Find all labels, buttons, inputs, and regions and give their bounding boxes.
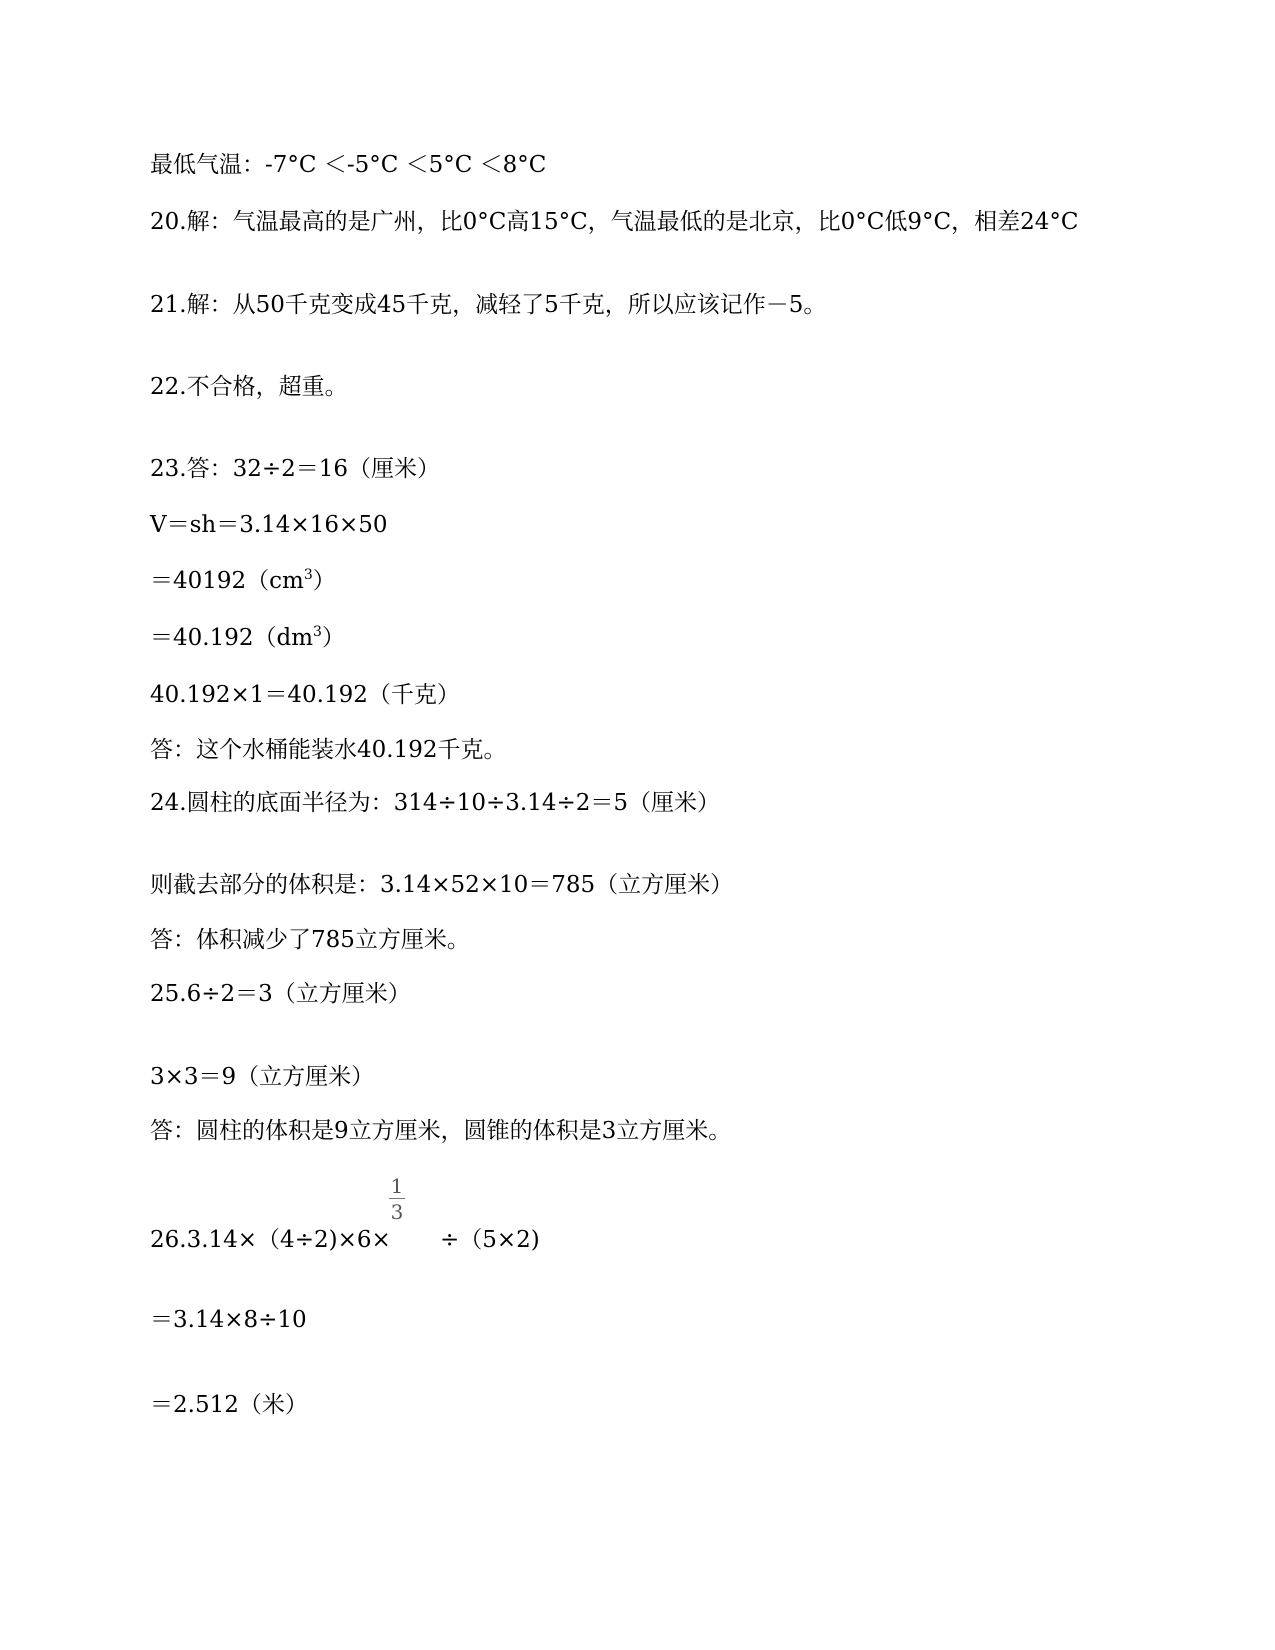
answer-23-mass: 40.192×1＝40.192（千克） — [150, 682, 460, 708]
answer-22: 22.不合格，超重。 — [150, 374, 348, 400]
answer-23-volume-dm — [150, 623, 345, 656]
answer-26-left: 26.3.14×（4÷2)×6× — [150, 1227, 391, 1253]
answer-26-right: ÷（5×2) — [440, 1227, 540, 1253]
volume-cm-close: ） — [312, 568, 336, 594]
superscript-3: 3 — [313, 624, 322, 640]
fraction-bar — [389, 1198, 405, 1199]
answer-23-volume-cm — [150, 566, 336, 599]
answer-25-step1: 25.6÷2＝3（立方厘米） — [150, 981, 411, 1007]
fraction-denominator: 3 — [390, 1200, 404, 1224]
answer-25-conclusion: 答：圆柱的体积是9立方厘米，圆锥的体积是3立方厘米。 — [150, 1118, 732, 1144]
volume-cm-text: ＝40192（cm — [150, 568, 304, 594]
answer-20: 20.解：气温最高的是广州，比0°C高15°C，气温最低的是北京，比0°C低9°C，相差24°C — [150, 209, 1079, 235]
volume-dm-close: ） — [321, 625, 345, 651]
answer-21: 21.解：从50千克变成45千克，减轻了5千克，所以应该记作－5。 — [150, 292, 827, 318]
volume-dm-text: ＝40.192（dm — [150, 625, 314, 651]
answer-23-conclusion: 答：这个水桶能装水40.192千克。 — [150, 737, 507, 763]
answer-26-step2: ＝3.14×8÷10 — [150, 1307, 307, 1333]
min-temperature-line: 最低气温：-7°C ＜-5°C ＜5°C ＜8°C — [150, 152, 547, 178]
answer-24-conclusion: 答：体积减少了785立方厘米。 — [150, 927, 470, 953]
answer-26-result: ＝2.512（米） — [150, 1392, 308, 1418]
answer-24-radius: 24.圆柱的底面半径为：314÷10÷3.14÷2＝5（厘米） — [150, 790, 721, 816]
answer-23-step1: 23.答：32÷2＝16（厘米） — [150, 456, 441, 482]
answer-24-volume: 则截去部分的体积是：3.14×52×10＝785（立方厘米） — [150, 872, 734, 898]
fraction-one-third — [386, 1175, 408, 1223]
answer-23-formula: V＝sh＝3.14×16×50 — [150, 512, 388, 538]
answer-25-step2: 3×3＝9（立方厘米） — [150, 1064, 375, 1090]
superscript-3: 3 — [303, 567, 313, 583]
fraction-numerator: 1 — [390, 1174, 404, 1198]
